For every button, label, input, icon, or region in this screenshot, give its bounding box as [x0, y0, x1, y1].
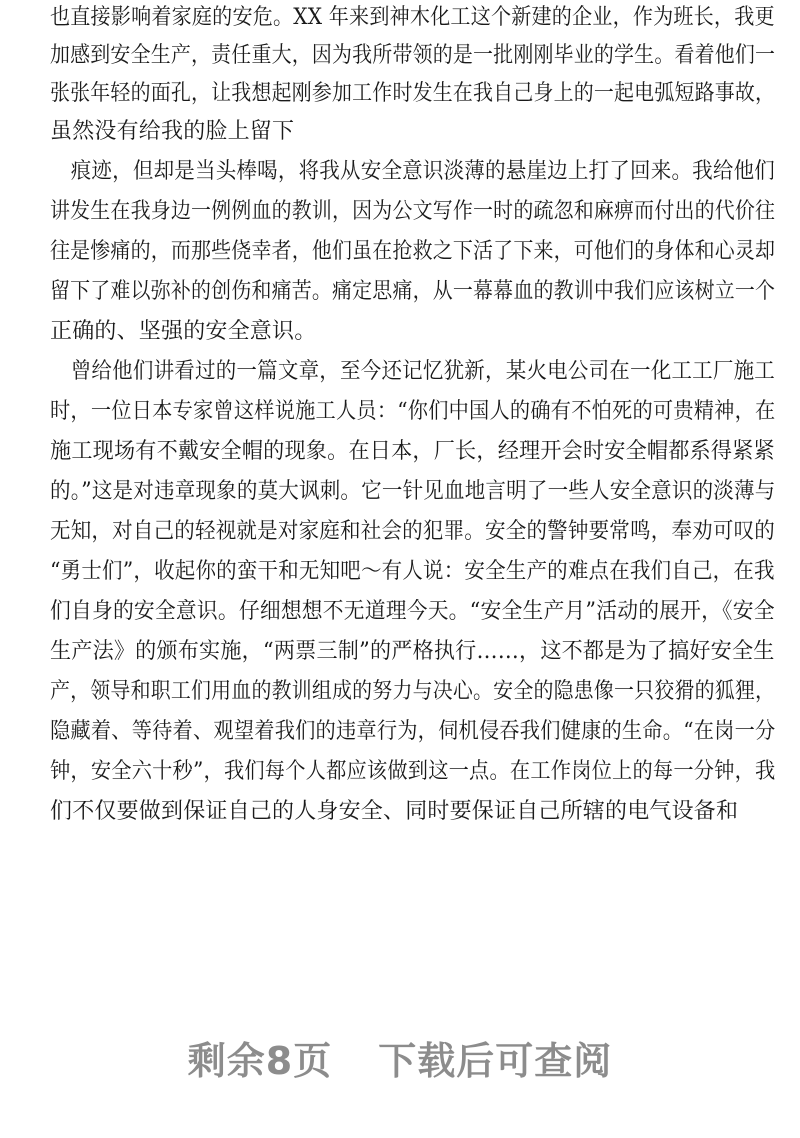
- text-line: 生产法》的颁布实施，“两票三制”的严格执行……，这不都是为了搞好安全生: [50, 639, 775, 664]
- text-line: 钟，安全六十秒”，我们每个人都应该做到这一点。在工作岗位上的每一分钟，我: [50, 759, 776, 784]
- text-line: 张张年轻的面孔，让我想起刚参加工作时发生在我自己身上的一起电弧短路事故，: [50, 81, 776, 106]
- text-line: 虽然没有给我的脸上留下: [50, 119, 295, 144]
- text-line: 留下了难以弥补的创伤和痛苦。痛定思痛，从一幕幕血的教训中我们应该树立一个: [50, 279, 776, 304]
- text-line: 加感到安全生产，责任重大，因为我所带领的是一批刚刚毕业的学生。看着他们一: [50, 43, 776, 68]
- text-line: 痕迹，但却是当头棒喝，将我从安全意识淡薄的悬崖边上打了回来。我给他们: [50, 159, 776, 184]
- text-line: 隐藏着、等待着、观望着我们的违章行为，伺机侵吞我们健康的生命。“在岗一分: [50, 719, 776, 744]
- text-line: 正确的、坚强的安全意识。: [50, 319, 317, 344]
- text-line: “勇士们”，收起你的蛮干和无知吧～有人说：安全生产的难点在我们自己，在我: [50, 559, 775, 584]
- download-prompt[interactable]: [0, 1030, 800, 1085]
- text-line: 也直接影响着家庭的安危。XX 年来到神木化工这个新建的企业，作为班长，我更: [50, 5, 775, 30]
- text-line: 施工现场有不戴安全帽的现象。在日本，厂长，经理开会时安全帽都系得紧紧: [50, 439, 775, 464]
- text-line: 无知，对自己的轻视就是对家庭和社会的犯罪。安全的警钟要常鸣，奉劝可叹的: [50, 519, 776, 544]
- text-line: 往是惨痛的，而那些侥幸者，他们虽在抢救之下活了下来，可他们的身体和心灵却: [50, 239, 776, 264]
- remaining-pages-label: 剩余8页: [187, 1039, 333, 1083]
- text-line: 时，一位日本专家曾这样说施工人员：“你们中国人的确有不怕死的可贵精神，在: [50, 399, 776, 424]
- text-line: 的。”这是对违章现象的莫大讽刺。它一针见血地言明了一些人安全意识的淡薄与: [50, 479, 776, 504]
- text-line: 们自身的安全意识。仔细想想不无道理今天。“安全生产月”活动的展开，《安全: [50, 599, 775, 624]
- text-line: 产，领导和职工们用血的教训组成的努力与决心。安全的隐患像一只狡猾的狐狸，: [50, 679, 776, 704]
- text-line: 讲发生在我身边一例例血的教训，因为公文写作一时的疏忽和麻痹而付出的代价往: [50, 199, 776, 224]
- text-line: 曾给他们讲看过的一篇文章，至今还记忆犹新，某火电公司在一化工工厂施工: [50, 359, 776, 384]
- download-to-read-label: 下载后可查阅: [378, 1039, 613, 1083]
- text-line: 们不仅要做到保证自己的人身安全、同时要保证自己所辖的电气设备和: [50, 799, 739, 824]
